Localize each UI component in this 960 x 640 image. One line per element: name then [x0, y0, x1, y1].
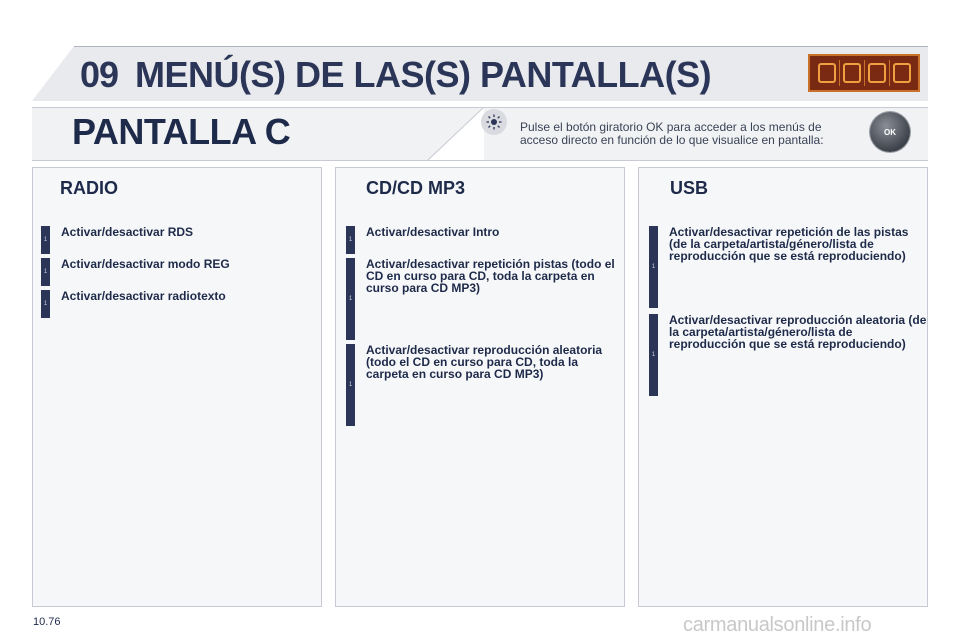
chapter-icon-bar [808, 54, 920, 92]
menu-item: Activar/desactivar radiotexto [61, 289, 226, 303]
watermark: carmanualsonline.info [683, 614, 872, 636]
ok-knob-icon: OK [870, 112, 910, 152]
fuel-icon [818, 63, 836, 83]
menu-level-marker: 1 [41, 258, 50, 286]
menu-level-marker: 1 [649, 314, 658, 396]
menu-level-marker: 1 [649, 226, 658, 308]
menu-level-marker: 1 [41, 226, 50, 254]
menu-item: Activar/desactivar RDS [61, 225, 194, 239]
menu-level-marker: 1 [346, 258, 355, 340]
document-icon [843, 63, 861, 83]
screen-title: PANTALLA C [72, 111, 291, 152]
icon-separator [864, 60, 865, 86]
page-number: 10.76 [33, 616, 61, 628]
chapter-title: MENÚ(S) DE LAS(S) PANTALLA(S) [135, 54, 712, 95]
info-text: Pulse el botón giratorio OK para acceder a los menús de acceso directo en función de lo que visualice en pantalla: [520, 120, 824, 147]
menu-level-marker: 1 [346, 344, 355, 426]
panel-title-radio: RADIO [60, 178, 118, 198]
chapter-number: 09 [80, 54, 119, 95]
info-bulb-icon [481, 109, 507, 135]
seat-icon [893, 63, 911, 83]
settings-icon [868, 63, 886, 83]
menu-item: Activar/desactivar repetición de las pistas (de la carpeta/artista/género/lista de reproducción que se está reproduciendo) [669, 225, 909, 263]
menu-item: Activar/desactivar repetición pistas (todo el CD en curso para CD, toda la carpeta en curso para CD MP3) [366, 257, 615, 295]
header-divider [74, 46, 928, 47]
menu-level-marker: 1 [41, 290, 50, 318]
menu-item: Activar/desactivar Intro [366, 225, 500, 239]
menu-item: Activar/desactivar reproducción aleatoria (de la carpeta/artista/género/lista de reproducción que se está reproduciendo) [669, 313, 927, 351]
menu-item: Activar/desactivar reproducción aleatoria (todo el CD en curso para CD, toda la carpeta en curso para CD MP3) [366, 343, 603, 381]
menu-item: Activar/desactivar modo REG [61, 257, 230, 271]
menu-level-marker: 1 [346, 226, 355, 254]
icon-separator [889, 60, 890, 86]
icon-separator [839, 60, 840, 86]
panel-title-cd: CD/CD MP3 [366, 178, 466, 198]
panel-title-usb: USB [670, 178, 709, 198]
diagonal-divider [428, 107, 484, 160]
